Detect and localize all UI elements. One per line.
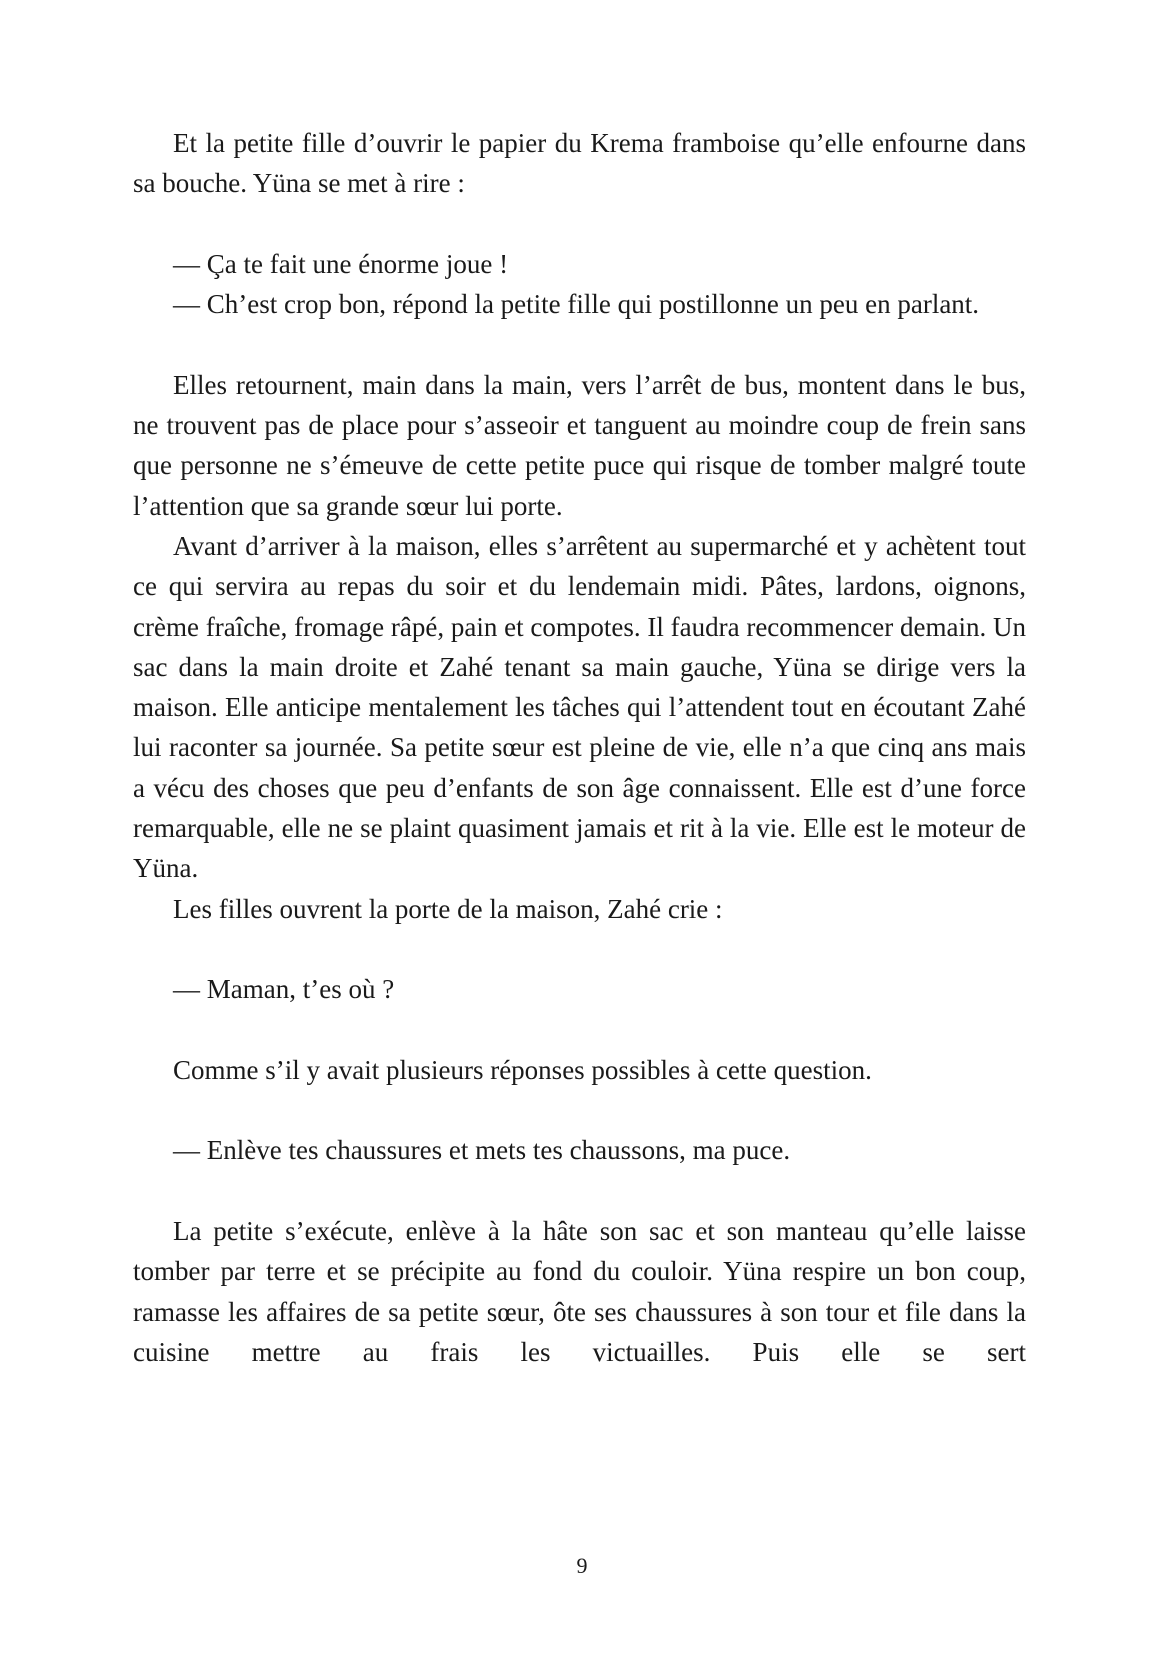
paragraph: Comme s’il y avait plusieurs réponses possibles à cette question.	[173, 1054, 872, 1085]
paragraph: Les filles ouvrent la porte de la maison, Zahé crie :	[173, 893, 723, 924]
paragraph-gap	[133, 204, 1026, 244]
paragraph-gap	[133, 324, 1026, 364]
paragraph-gap	[133, 1171, 1026, 1211]
paragraph: — Ch’est crop bon, répond la petite fille qui postillonne un peu en parlant.	[173, 289, 980, 320]
paragraph-gap	[133, 1010, 1026, 1050]
paragraph-gap	[133, 1090, 1026, 1130]
paragraph: — Ça te fait une énorme joue !	[173, 248, 509, 279]
body-text	[133, 123, 1026, 1372]
paragraph: Avant d’arriver à la maison, elles s’arrêtent au supermarché et y achètent tout ce qui servira au repas du soir et du lendemain midi. Pâtes, lardons, oignons, crème fraîche, fromage râpé, pain et compotes. Il faudra recommencer demain. Un sac dans la main droite et Zahé tenant sa main gauche, Yüna se dirige vers la maison. Elle anticipe mentalement les tâches qui l’attendent tout en écoutant Zahé lui raconter sa journée. Sa petite sœur est pleine de vie, elle n’a que cinq ans mais a vécu des choses que peu d’enfants de son âge connaissent. Elle est d’une force remarquable, elle ne se plaint quasiment jamais et rit à la vie. Elle est le moteur de Yüna.	[133, 530, 1026, 884]
page-number: 9	[576, 1553, 588, 1578]
paragraph: Elles retournent, main dans la main, vers l’arrêt de bus, montent dans le bus, ne trouvent pas de place pour s’asseoir et tanguent au moindre coup de frein sans que personne ne s’émeuve de cette petite puce qui risque de tomber malgré toute l’attention que sa grande sœur lui porte.	[133, 369, 1026, 521]
paragraph: — Enlève tes chaussures et mets tes chaussons, ma puce.	[173, 1135, 791, 1166]
paragraph: La petite s’exécute, enlève à la hâte son sac et son manteau qu’elle laisse tomber par terre et se précipite au fond du couloir. Yüna respire un bon coup, ramasse les affaires de sa petite sœur, ôte ses chaussures à son tour et file dans la cuisine mettre au frais les victuailles. Puis elle se sert	[133, 1216, 1026, 1367]
paragraph: — Maman, t’es où ?	[173, 974, 395, 1005]
paragraph-gap	[133, 929, 1026, 969]
paragraph: Et la petite fille d’ouvrir le papier du Krema framboise qu’elle enfourne dans sa bouche. Yüna se met à rire :	[133, 128, 1026, 199]
